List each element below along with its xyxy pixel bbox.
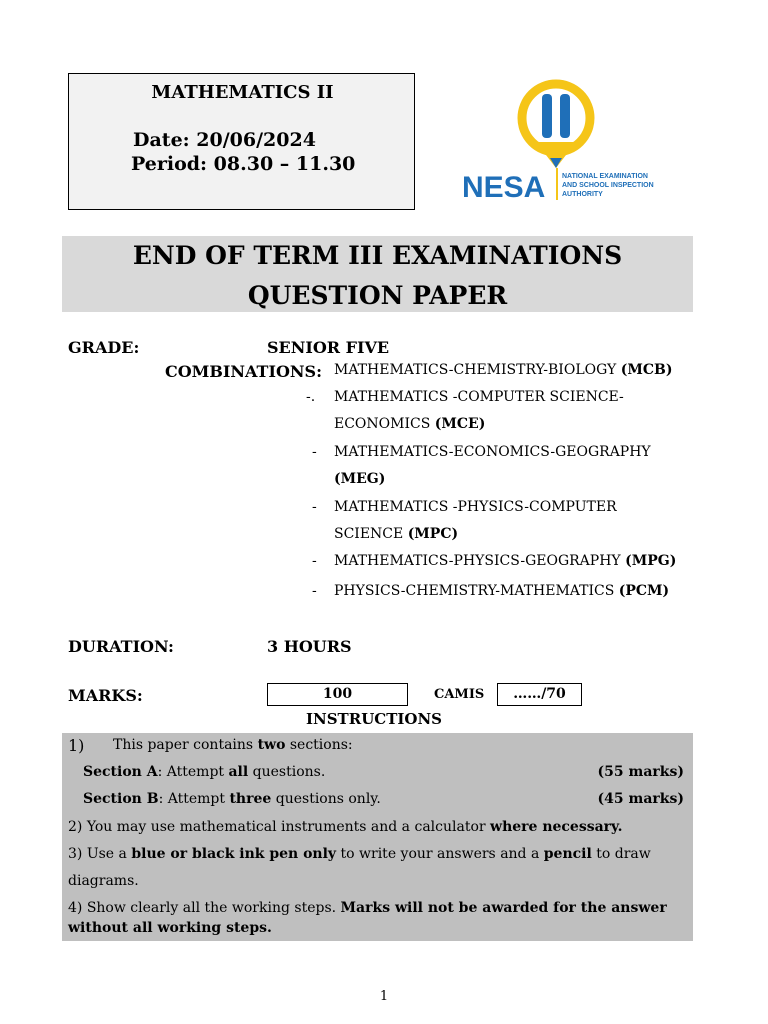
camis-label: CAMIS bbox=[434, 687, 485, 702]
instruction-3: 3) Use a blue or black ink pen only to write your answers and a pencil to draw bbox=[68, 846, 651, 862]
combination-dash: - bbox=[312, 583, 317, 599]
section-a-instruction: Section A: Attempt all questions. bbox=[83, 764, 326, 780]
combination-dash: -. bbox=[306, 389, 316, 405]
logo-subtitle-1: NATIONAL EXAMINATION bbox=[562, 173, 648, 180]
combination-item: (MEG) bbox=[334, 471, 386, 487]
grade-value: SENIOR FIVE bbox=[267, 338, 390, 357]
instruction-4-continued: without all working steps. bbox=[68, 920, 272, 936]
marks-label: MARKS: bbox=[68, 686, 143, 705]
duration-value: 3 HOURS bbox=[267, 637, 352, 656]
combination-item: PHYSICS-CHEMISTRY-MATHEMATICS (PCM) bbox=[334, 583, 670, 599]
exam-title-band bbox=[62, 236, 693, 312]
instruction-4: 4) Show clearly all the working steps. Marks will not be awarded for the answer bbox=[68, 900, 667, 916]
logo-subtitle-3: AUTHORITY bbox=[562, 191, 603, 198]
exam-title-line2: QUESTION PAPER bbox=[247, 281, 508, 310]
section-a-marks: (55 marks) bbox=[597, 764, 684, 780]
marks-value-box: 100 bbox=[267, 683, 408, 706]
instruction-1: This paper contains two sections: bbox=[113, 737, 353, 753]
instruction-2: 2) You may use mathematical instruments and a calculator where necessary. bbox=[68, 819, 623, 835]
subject-title: MATHEMATICS II bbox=[151, 82, 334, 103]
logo-subtitle-2: AND SCHOOL INSPECTION bbox=[562, 182, 654, 189]
exam-info-box bbox=[68, 73, 415, 210]
instructions-heading: INSTRUCTIONS bbox=[306, 710, 442, 728]
section-b-instruction: Section B: Attempt three questions only. bbox=[83, 791, 381, 807]
combination-item: MATHEMATICS -COMPUTER SCIENCE- bbox=[334, 389, 624, 405]
combinations-label: COMBINATIONS: bbox=[165, 362, 322, 381]
nesa-logo bbox=[460, 72, 664, 204]
logo-name: NESA bbox=[462, 171, 546, 204]
combination-item: MATHEMATICS-ECONOMICS-GEOGRAPHY bbox=[334, 444, 651, 460]
camis-value-box: ……/70 bbox=[497, 683, 582, 706]
combination-item: ECONOMICS (MCE) bbox=[334, 416, 486, 432]
combination-dash: - bbox=[312, 499, 317, 515]
exam-date: Date: 20/06/2024 bbox=[133, 129, 316, 151]
grade-label: GRADE: bbox=[68, 338, 140, 357]
combination-item: MATHEMATICS-CHEMISTRY-BIOLOGY (MCB) bbox=[334, 362, 673, 378]
exam-period: Period: 08.30 – 11.30 bbox=[131, 153, 356, 175]
combination-item: MATHEMATICS-PHYSICS-GEOGRAPHY (MPG) bbox=[334, 553, 677, 569]
duration-label: DURATION: bbox=[68, 637, 174, 656]
instruction-3-continued: diagrams. bbox=[68, 873, 139, 889]
instructions-band bbox=[62, 733, 693, 941]
section-b-marks: (45 marks) bbox=[597, 791, 684, 807]
combination-dash: - bbox=[312, 553, 317, 569]
combination-item: SCIENCE (MPC) bbox=[334, 526, 459, 542]
combination-item: MATHEMATICS -PHYSICS-COMPUTER bbox=[334, 499, 617, 515]
instruction-1-number: 1) bbox=[68, 736, 85, 755]
page-number: 1 bbox=[379, 989, 389, 1004]
exam-title-line1: END OF TERM III EXAMINATIONS bbox=[132, 241, 623, 270]
combination-dash: - bbox=[312, 444, 317, 460]
